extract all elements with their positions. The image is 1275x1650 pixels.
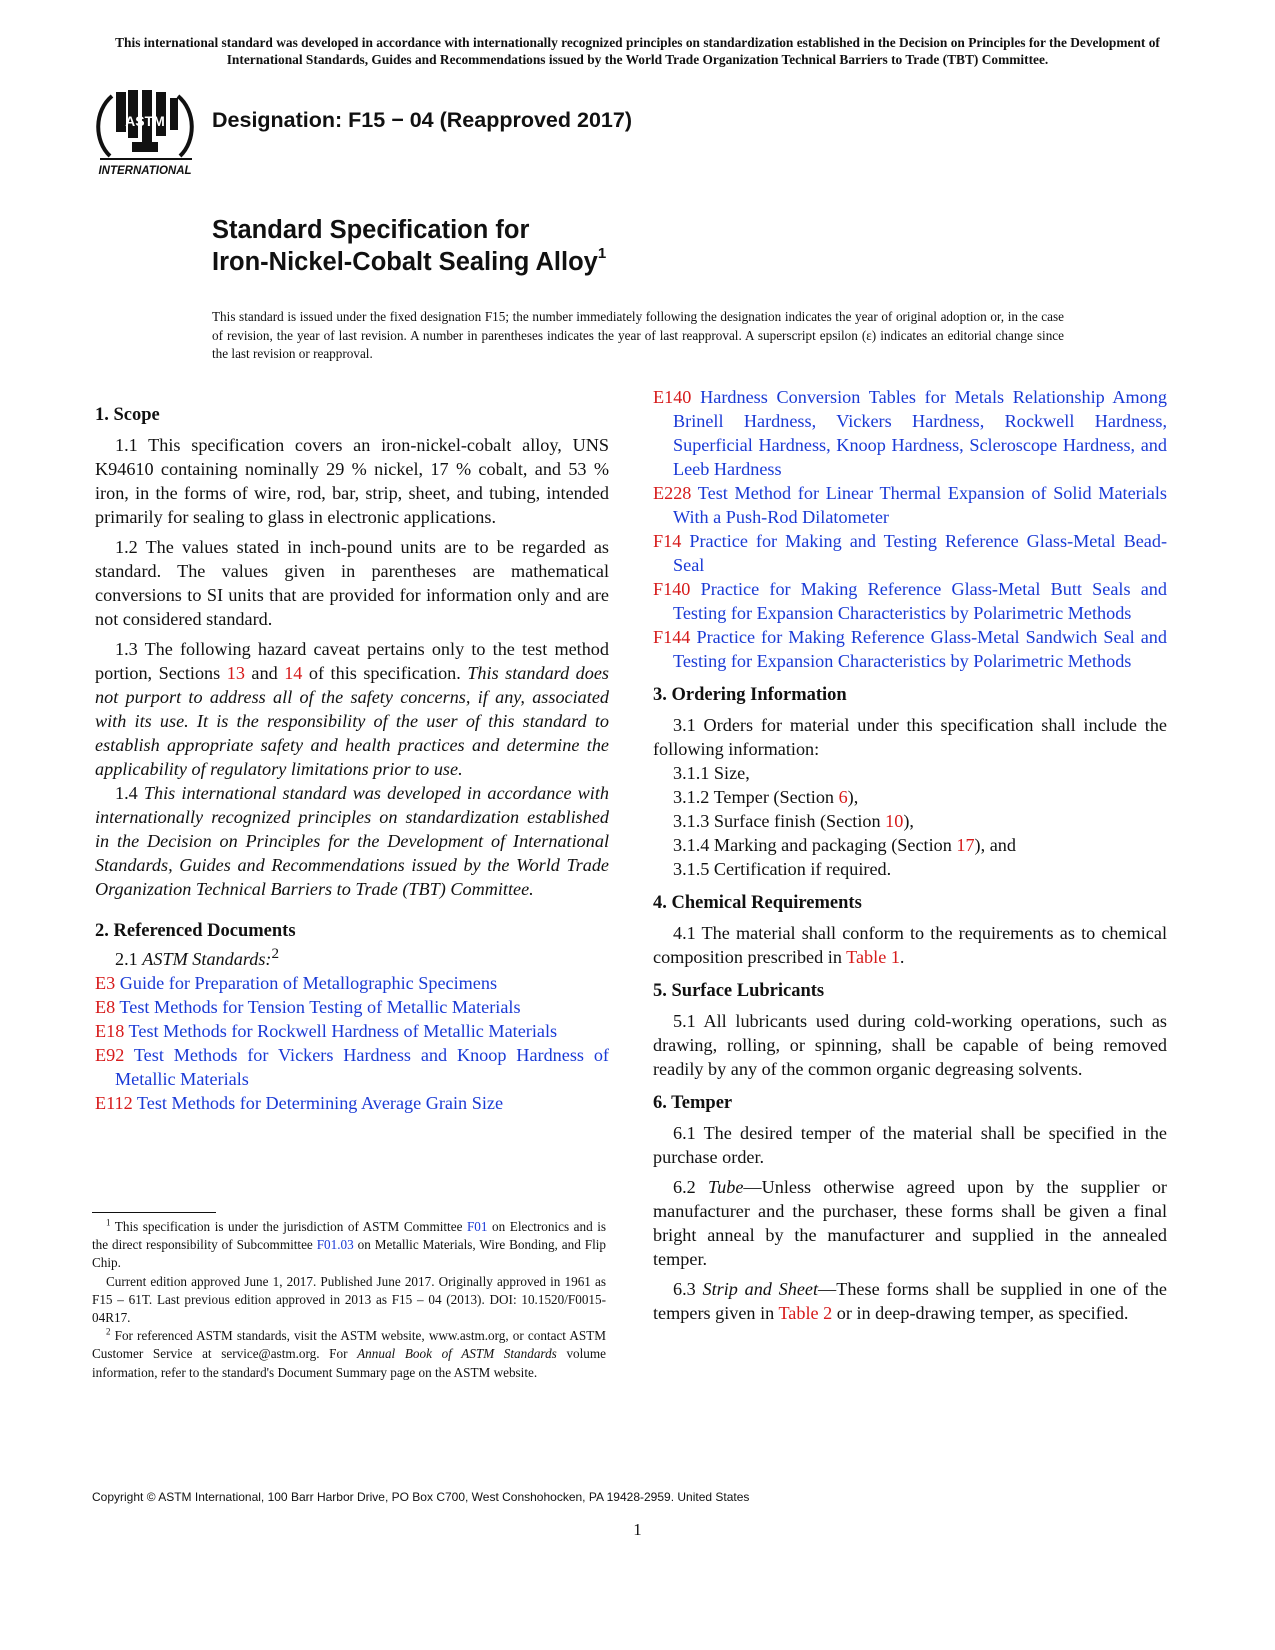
title-line-1: Standard Specification for (212, 216, 530, 244)
para-6-3-text: —These forms shall be supplied in one of the tempers given in (653, 1279, 1167, 1323)
astm-logo-letters: ASTM (125, 113, 165, 129)
para-1-3-text: 1.3 The following hazard caveat pertains only to the test method portion, Sections (95, 639, 609, 683)
ref-f140[interactable] (653, 577, 1167, 625)
para-4-1 (653, 921, 1167, 969)
astm-logo (92, 86, 198, 178)
para-6-2 (653, 1175, 1167, 1271)
footnotes (92, 1218, 606, 1382)
ref-e18[interactable] (95, 1019, 609, 1043)
footnote-rule (92, 1212, 216, 1213)
ref-e3[interactable] (95, 971, 609, 995)
footnote-2-marker: 2 (271, 944, 280, 962)
section-2-heading: 2. Referenced Documents (95, 921, 296, 941)
ref-e140[interactable] (653, 385, 1167, 481)
footnote-1-edition: Current edition approved June 1, 2017. Published June 2017. Originally approved in 1961 as F15 – 61T. Last previous edition approved in 2013 as F15 – 04 (2013). DOI: 10.1520/F0015-04R17. (92, 1273, 606, 1326)
ref-e228-code[interactable]: E228 (653, 483, 692, 503)
ref-f140-title[interactable]: Practice for Making Reference Glass-Metal Butt Seals and Testing for Expansion Characteristics by Polarimetric Methods (673, 579, 1167, 623)
para-1-3 (95, 637, 609, 781)
ref-e92-code[interactable]: E92 (95, 1045, 125, 1065)
footnote-2-tail: volume information, refer to the standard's Document Summary page on the ASTM website. (92, 1346, 606, 1380)
para-1-4-num: 1.4 (115, 783, 144, 803)
ref-f140-code[interactable]: F140 (653, 579, 691, 599)
para-6-2-num: 6.2 (673, 1177, 709, 1197)
para-6-3-tail: or in deep-drawing temper, as specified. (832, 1303, 1129, 1323)
page-number: 1 (633, 1520, 642, 1539)
para-4-1-tail: . (899, 947, 905, 967)
item-3-1-4-text: 3.1.4 Marking and packaging (Section (673, 835, 957, 855)
ref-e92-title[interactable]: Test Methods for Vickers Hardness and Knoop Hardness of Metallic Materials (115, 1045, 609, 1089)
item-3-1-2-text: 3.1.2 Temper (Section (673, 787, 839, 807)
para-2-1-num: 2.1 (115, 949, 143, 969)
para-6-1: 6.1 The desired temper of the material shall be specified in the purchase order. (653, 1123, 1167, 1167)
para-1-2: 1.2 The values stated in inch-pound units are to be regarded as standard. The values given in parentheses are mathematical conversions to SI units that are provided for information only and are not considered standard. (95, 537, 609, 629)
section-10-link[interactable]: 10 (885, 811, 904, 831)
para-6-2-term: Tube (708, 1177, 744, 1197)
ref-f144-title[interactable]: Practice for Making Reference Glass-Metal Sandwich Seal and Testing for Expansion Characteristics by Polarimetric Methods (673, 627, 1167, 671)
footnote-1-text-3: on Metallic Materials, Wire Bonding, and Flip Chip. (92, 1237, 606, 1271)
section-17-link[interactable]: 17 (956, 835, 975, 855)
item-3-1-4 (653, 833, 1167, 857)
section-5-heading: 5. Surface Lubricants (653, 981, 825, 1001)
ref-e8-title[interactable]: Test Methods for Tension Testing of Metallic Materials (115, 997, 521, 1017)
left-column (95, 403, 609, 1115)
section-3-heading: 3. Ordering Information (653, 685, 847, 705)
ref-e18-code[interactable]: E18 (95, 1021, 125, 1041)
issuance-statement: This standard is issued under the fixed designation F15; the number immediately following the designation indicates the year of original adoption or, in the case of revision, the year of last revision. A number in parentheses indicates the year of last reapproval. A superscript epsilon (ε) indicates an editorial change since the last revision or reapproval. (212, 309, 1064, 361)
title-line-2-text: Iron-Nickel-Cobalt Sealing Alloy (212, 248, 598, 276)
section-6-heading: 6. Temper (653, 1093, 733, 1113)
item-3-1-3-text: 3.1.3 Surface finish (Section (673, 811, 886, 831)
astm-standards-label: ASTM Standards: (142, 949, 272, 969)
footnote-1 (92, 1218, 606, 1273)
item-3-1-5: 3.1.5 Certification if required. (673, 859, 892, 879)
ref-f144-code[interactable]: F144 (653, 627, 691, 647)
footnote-2 (92, 1327, 606, 1382)
ref-e112[interactable] (95, 1091, 609, 1115)
item-3-1-3-tail: ), (903, 811, 914, 831)
para-2-1 (95, 944, 609, 971)
right-column (653, 385, 1167, 1325)
document-title (212, 214, 606, 278)
para-6-2-text: —Unless otherwise agreed upon by the supplier or manufacturer and the purchaser, these forms shall be given a final bright anneal by the manufacturer and supplied in the annealed temper. (653, 1177, 1167, 1269)
ref-e140-code[interactable]: E140 (653, 387, 692, 407)
astm-logo-word: INTERNATIONAL (98, 165, 192, 177)
table-1-link[interactable]: Table 1 (846, 947, 900, 967)
title-footnote-marker: 1 (597, 245, 607, 262)
section-13-link[interactable]: 13 (226, 663, 245, 683)
section-14-link[interactable]: 14 (284, 663, 303, 683)
para-4-1-text: 4.1 The material shall conform to the requirements as to chemical composition prescribed in (653, 923, 1167, 967)
para-6-3 (653, 1277, 1167, 1325)
ref-e8-code[interactable]: E8 (95, 997, 116, 1017)
para-1-4 (95, 781, 609, 901)
para-1-3-and: and (244, 663, 285, 683)
standard-notice: This international standard was developed in accordance with internationally recognized principles on standardization established in the Decision on Principles for the Development of International Standards, Guides and Recommendations issued by the World Trade Organization Technical Barriers to Trade (TBT) Committee. (115, 35, 1160, 67)
footnote-1-text: This specification is under the jurisdiction of ASTM Committee (110, 1219, 467, 1234)
table-2-link[interactable]: Table 2 (778, 1303, 833, 1323)
footnote-1-text-2: on Electronics and is the direct responsibility of Subcommittee (92, 1219, 606, 1253)
ref-e3-code[interactable]: E3 (95, 973, 116, 993)
ref-e3-title[interactable]: Guide for Preparation of Metallographic Specimens (115, 973, 498, 993)
footnote-1-marker: 1 (106, 1217, 111, 1228)
ref-e112-title[interactable]: Test Methods for Determining Average Grain Size (132, 1093, 504, 1113)
para-1-1: 1.1 This specification covers an iron-nickel-cobalt alloy, UNS K94610 containing nominally 29 % nickel, 17 % cobalt, and 53 % iron, in the forms of wire, rod, bar, strip, sheet, and tubing, intended primarily for sealing to glass in electronic applications. (95, 435, 609, 527)
item-3-1-1: 3.1.1 Size, (673, 763, 750, 783)
designation: Designation: F15 − 04 (Reapproved 2017) (212, 108, 632, 132)
para-6-3-num: 6.3 (673, 1279, 703, 1299)
ref-f144[interactable] (653, 625, 1167, 673)
para-5-1: 5.1 All lubricants used during cold-working operations, such as drawing, rolling, or spinning, shall be capable of being removed readily by any of the common organic degreasing solvents. (653, 1011, 1167, 1079)
title-line-2 (212, 246, 606, 278)
committee-f01-link[interactable]: F01 (466, 1219, 488, 1234)
ref-f14[interactable] (653, 529, 1167, 577)
item-3-1-4-tail: ), and (974, 835, 1016, 855)
subcommittee-f01-03-link[interactable]: F01.03 (316, 1237, 354, 1253)
section-4-heading: 4. Chemical Requirements (653, 893, 862, 913)
para-6-3-term: Strip and Sheet (702, 1279, 819, 1299)
ref-e8[interactable] (95, 995, 609, 1019)
item-3-1-2 (653, 785, 1167, 809)
para-1-3-tail: of this specification. (302, 663, 468, 683)
item-3-1-3 (653, 809, 1167, 833)
ref-e140-title[interactable]: Hardness Conversion Tables for Metals Relationship Among Brinell Hardness, Vickers Hardness, Rockwell Hardness, Superficial Hardness, Knoop Hardness, Scleroscope Hardness, and Leeb Hardness (673, 387, 1167, 479)
ref-e92[interactable] (95, 1043, 609, 1091)
footnote-2-marker-bottom: 2 (106, 1326, 111, 1337)
safety-caveat: This standard does not purport to address all of the safety concerns, if any, associated with its use. It is the responsibility of the user of this standard to establish appropriate safety and health practices and determine the applicability of regulatory limitations prior to use. (95, 663, 610, 779)
ref-e228[interactable] (653, 481, 1167, 529)
ref-e18-title[interactable]: Test Methods for Rockwell Hardness of Metallic Materials (124, 1021, 558, 1041)
ref-e112-code[interactable]: E112 (95, 1093, 133, 1113)
ref-e228-title[interactable]: Test Method for Linear Thermal Expansion of Solid Materials With a Push-Rod Dilatometer (673, 483, 1167, 527)
para-1-4-text: This international standard was developed in accordance with internationally recognized principles on standardization established in the Decision on Principles for the Development of International Standards, Guides and Recommendations issued by the World Trade Organization Technical Barriers to Trade (TBT) Committee. (95, 783, 610, 899)
ref-f14-title[interactable]: Practice for Making and Testing Reference Glass-Metal Bead-Seal (673, 531, 1167, 575)
para-3-1: 3.1 Orders for material under this specification shall include the following information: (653, 715, 1167, 759)
section-6-link[interactable]: 6 (838, 787, 848, 807)
ref-f14-code[interactable]: F14 (653, 531, 682, 551)
footnote-2-text: For referenced ASTM standards, visit the ASTM website, www.astm.org, or contact ASTM Customer Service at service@astm.org. For (92, 1328, 606, 1362)
copyright-line: Copyright © ASTM International, 100 Barr Harbor Drive, PO Box C700, West Conshohocken, PA 19428-2959. United States (92, 1490, 750, 1504)
section-1-heading: 1. Scope (95, 405, 160, 425)
annual-book-title: Annual Book of ASTM Standards (357, 1346, 557, 1362)
item-3-1-2-tail: ), (847, 787, 859, 807)
